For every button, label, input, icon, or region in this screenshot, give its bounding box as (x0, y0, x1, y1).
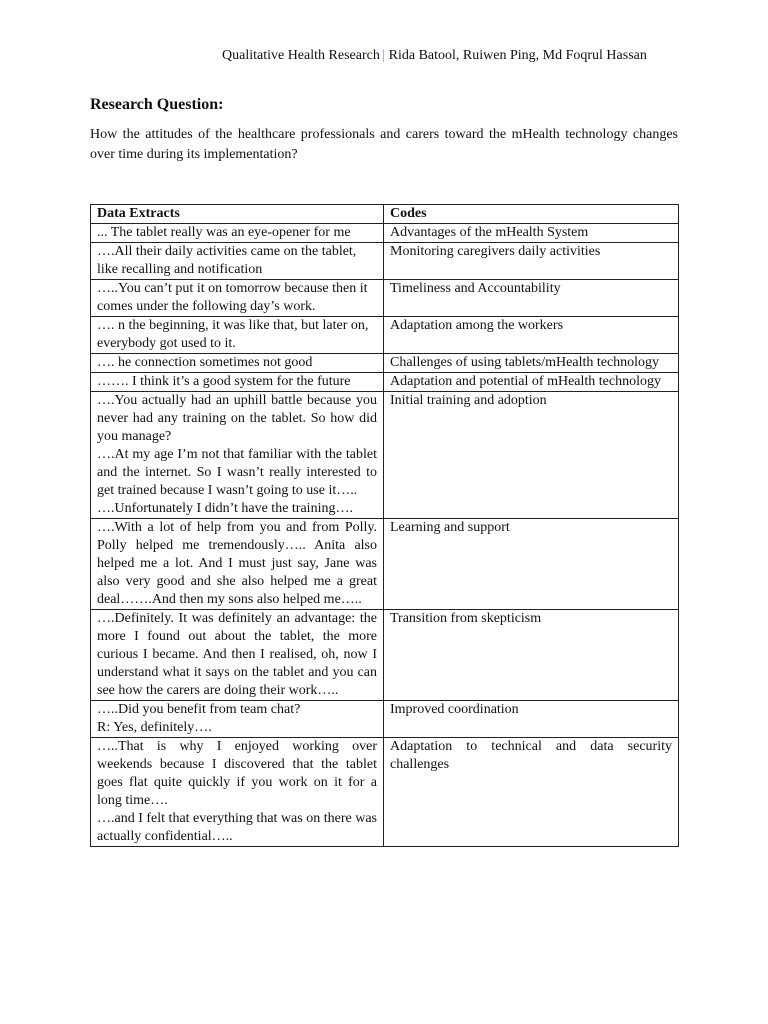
table-row (91, 373, 679, 392)
data-extract-cell (91, 373, 384, 392)
header-separator: | (381, 48, 385, 63)
data-extract-text: ……. I think it’s a good system for the future (97, 374, 351, 389)
code-cell: Adaptation and potential of mHealth technology (384, 373, 679, 392)
data-extract-cell (91, 317, 384, 354)
data-extract-text: ….All their daily activities came on the tablet, like recalling and notification (97, 244, 357, 277)
data-extract-text: R: Yes, definitely…. (97, 720, 212, 735)
code-cell: Learning and support (384, 519, 679, 610)
table-row (91, 701, 679, 738)
table-row (91, 280, 679, 317)
coding-table (90, 204, 679, 847)
table-body (91, 224, 679, 847)
data-extract-cell (91, 243, 384, 280)
column-header-codes: Codes (384, 205, 679, 224)
data-extract-cell (91, 738, 384, 847)
data-extract-text: ... The tablet really was an eye-opener for me (97, 225, 351, 240)
research-question-heading: Research Question: (90, 96, 224, 113)
author-list: Rida Batool, Ruiwen Ping, Md Foqrul Hassan (388, 48, 647, 63)
table-header-row (91, 205, 679, 224)
column-header-data-extracts: Data Extracts (91, 205, 384, 224)
data-extract-text: ….and I felt that everything that was on there was actually confidential….. (97, 811, 377, 844)
research-question-text: How the attitudes of the healthcare professionals and carers toward the mHealth technology changes over time during its implementation? (90, 127, 678, 162)
data-extract-text: …. he connection sometimes not good (97, 355, 313, 370)
data-extract-text: ….You actually had an uphill battle because you never had any training on the tablet. So how did you manage? (97, 393, 377, 444)
code-cell: Improved coordination (384, 701, 679, 738)
table-row (91, 519, 679, 610)
code-cell: Advantages of the mHealth System (384, 224, 679, 243)
data-extract-text: …..You can’t put it on tomorrow because then it comes under the following day’s work. (97, 281, 368, 314)
table-row (91, 392, 679, 519)
data-extract-text: ….At my age I’m not that familiar with the tablet and the internet. So I wasn’t really interested to get trained because I wasn’t going to use it….. (97, 447, 377, 498)
data-extract-cell (91, 280, 384, 317)
code-cell: Initial training and adoption (384, 392, 679, 519)
code-cell: Transition from skepticism (384, 610, 679, 701)
table-row (91, 224, 679, 243)
data-extract-cell (91, 610, 384, 701)
page-header (222, 46, 678, 66)
data-extract-cell (91, 224, 384, 243)
table-row (91, 317, 679, 354)
code-cell: Monitoring caregivers daily activities (384, 243, 679, 280)
table-row (91, 354, 679, 373)
data-extract-cell (91, 392, 384, 519)
code-cell: Adaptation to technical and data security challenges (384, 738, 679, 847)
table-row (91, 738, 679, 847)
data-extract-cell (91, 354, 384, 373)
data-extract-text: …..Did you benefit from team chat? (97, 702, 301, 717)
data-extract-cell (91, 519, 384, 610)
code-cell: Timeliness and Accountability (384, 280, 679, 317)
data-extract-cell (91, 701, 384, 738)
code-cell: Challenges of using tablets/mHealth technology (384, 354, 679, 373)
code-cell: Adaptation among the workers (384, 317, 679, 354)
journal-name: Qualitative Health Research (222, 48, 380, 63)
data-extract-text: ….Definitely. It was definitely an advantage: the more I found out about the tablet, the more curious I became. And then I realised, oh, now I understand what it says on the tablet and you can see how the carers are doing their work….. (97, 611, 377, 698)
data-extract-text: ….Unfortunately I didn’t have the training…. (97, 501, 353, 516)
data-extract-text: …..That is why I enjoyed working over weekends because I discovered that the tablet goes flat quite quickly if you work on it for a long time…. (97, 739, 377, 808)
data-extract-text: ….With a lot of help from you and from Polly. Polly helped me tremendously….. Anita also helped me a lot. And I must just say, Jane was also very good and she also helped me a great deal…….And then my sons also helped me….. (97, 520, 377, 607)
table-row (91, 243, 679, 280)
table-row (91, 610, 679, 701)
data-extract-text: …. n the beginning, it was like that, but later on, everybody got used to it. (97, 318, 369, 351)
